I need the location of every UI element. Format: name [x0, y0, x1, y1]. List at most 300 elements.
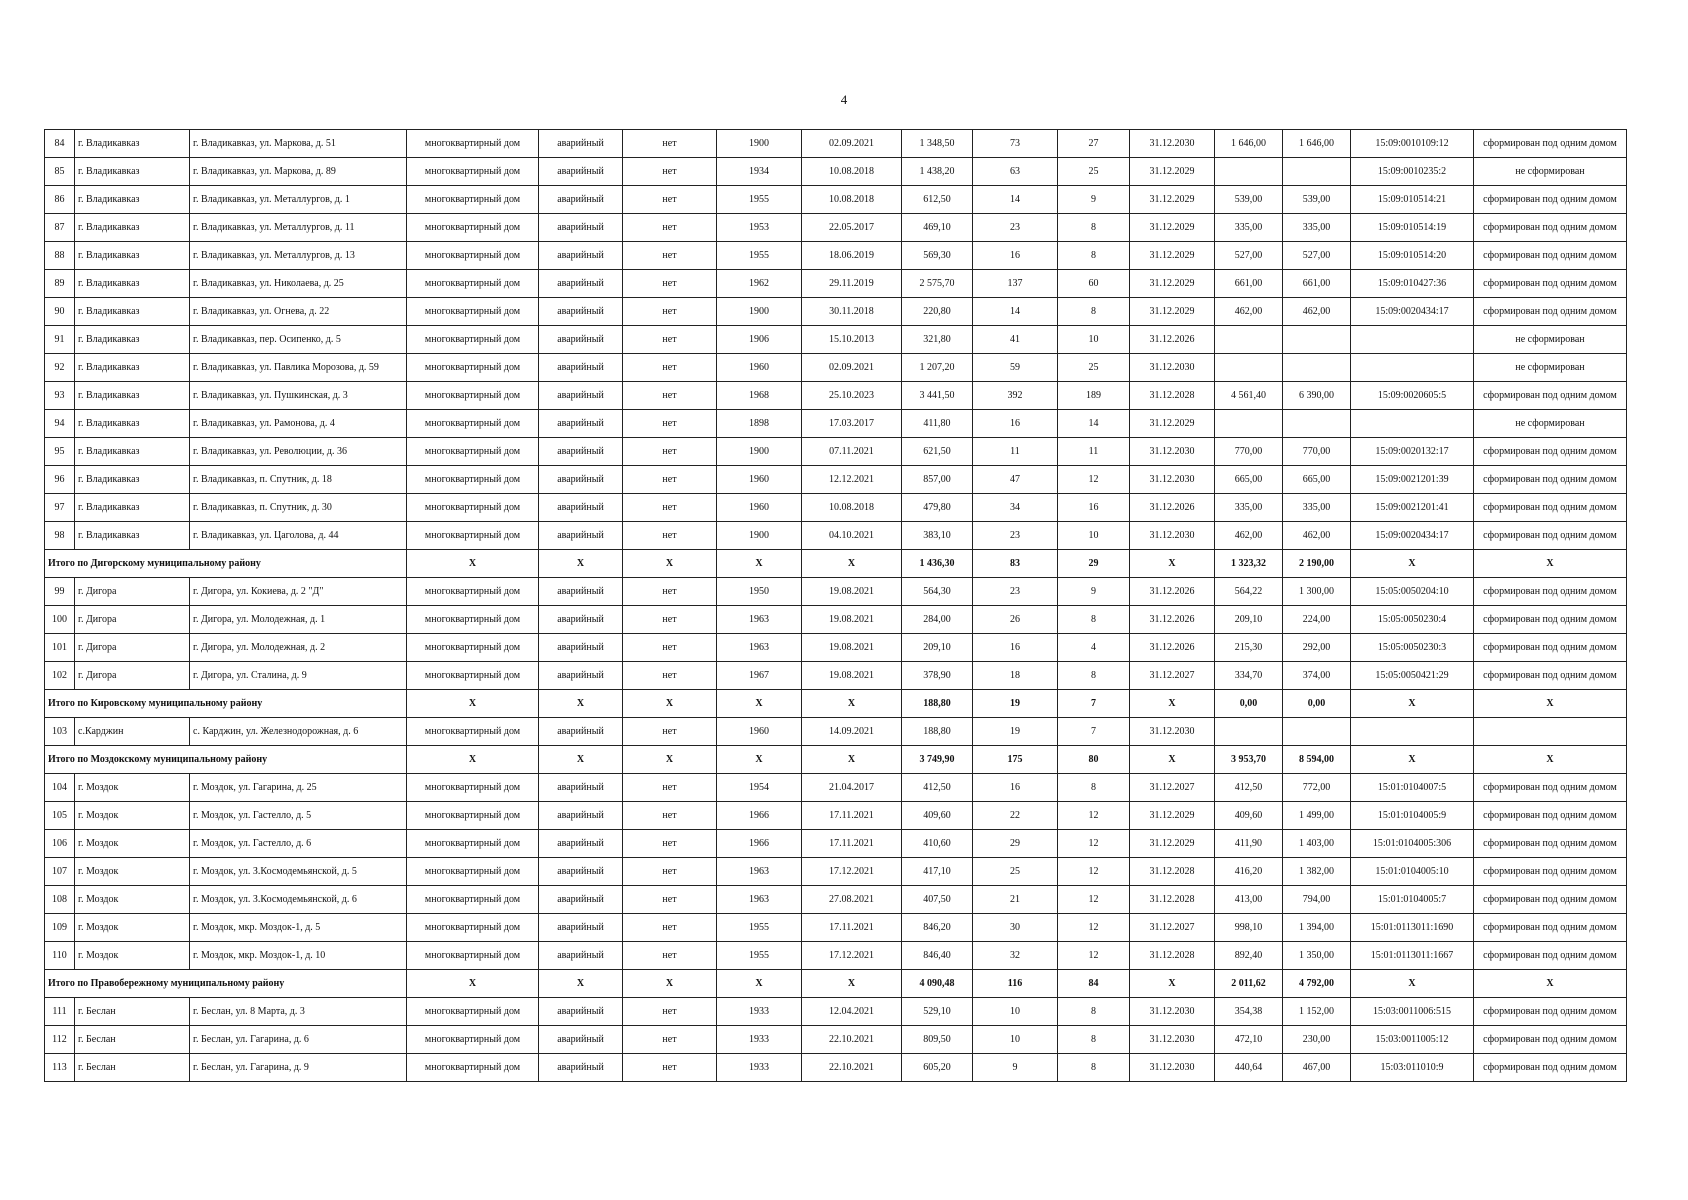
cell-settlement: г. Моздок — [75, 858, 190, 886]
cell-land-area-1: 209,10 — [1215, 606, 1283, 634]
cell-land-area-1: 472,10 — [1215, 1026, 1283, 1054]
cell-land-status: сформирован под одним домом — [1474, 606, 1627, 634]
cell-emergency-date: 04.10.2021 — [802, 522, 902, 550]
cell-cultural-heritage: нет — [623, 130, 717, 158]
cell-row-number: 101 — [45, 634, 75, 662]
cell-emergency-date: 12.04.2021 — [802, 998, 902, 1026]
total-land-area-1: 3 953,70 — [1215, 746, 1283, 774]
cell-land-status: сформирован под одним домом — [1474, 998, 1627, 1026]
cell-emergency-date: 17.11.2021 — [802, 802, 902, 830]
cell-land-area-2: 661,00 — [1283, 270, 1351, 298]
cell-building-type: многоквартирный дом — [407, 242, 539, 270]
total-residents: 83 — [973, 550, 1058, 578]
total-emergency-date: X — [802, 970, 902, 998]
cell-condition: аварийный — [539, 326, 623, 354]
cell-apartments: 8 — [1058, 242, 1130, 270]
cell-emergency-date: 19.08.2021 — [802, 634, 902, 662]
cell-land-area-2 — [1283, 354, 1351, 382]
cell-area: 529,10 — [902, 998, 973, 1026]
cell-cadastral-number: 15:03:011010:9 — [1351, 1054, 1474, 1082]
cell-cadastral-number: 15:01:0104007:5 — [1351, 774, 1474, 802]
cell-address: г. Моздок, мкр. Моздок-1, д. 5 — [190, 914, 407, 942]
cell-emergency-date: 14.09.2021 — [802, 718, 902, 746]
cell-residents: 392 — [973, 382, 1058, 410]
table-row — [45, 606, 1627, 634]
cell-row-number: 113 — [45, 1054, 75, 1082]
cell-building-type: многоквартирный дом — [407, 186, 539, 214]
cell-land-status: сформирован под одним домом — [1474, 942, 1627, 970]
table-row — [45, 662, 1627, 690]
cell-land-area-1 — [1215, 158, 1283, 186]
cell-land-status: не сформирован — [1474, 326, 1627, 354]
total-land-area-1: 2 011,62 — [1215, 970, 1283, 998]
cell-land-area-1: 335,00 — [1215, 214, 1283, 242]
total-apartments: 80 — [1058, 746, 1130, 774]
cell-settlement: г. Моздок — [75, 830, 190, 858]
cell-apartments: 189 — [1058, 382, 1130, 410]
cell-land-area-2 — [1283, 410, 1351, 438]
cell-building-type: многоквартирный дом — [407, 858, 539, 886]
cell-land-area-1: 411,90 — [1215, 830, 1283, 858]
cell-area: 857,00 — [902, 466, 973, 494]
cell-residents: 59 — [973, 354, 1058, 382]
cell-apartments: 12 — [1058, 858, 1130, 886]
cell-apartments: 8 — [1058, 774, 1130, 802]
cell-cultural-heritage: нет — [623, 774, 717, 802]
cell-cadastral-number: 15:03:0011005:12 — [1351, 1026, 1474, 1054]
cell-land-area-1: 334,70 — [1215, 662, 1283, 690]
cell-emergency-date: 21.04.2017 — [802, 774, 902, 802]
cell-settlement: г. Владикавказ — [75, 494, 190, 522]
cell-land-area-1: 1 646,00 — [1215, 130, 1283, 158]
cell-building-type: многоквартирный дом — [407, 410, 539, 438]
cell-row-number: 104 — [45, 774, 75, 802]
total-condition: X — [539, 746, 623, 774]
total-apartments: 7 — [1058, 690, 1130, 718]
cell-cultural-heritage: нет — [623, 186, 717, 214]
cell-residents: 19 — [973, 718, 1058, 746]
table-row — [45, 242, 1627, 270]
cell-cadastral-number: 15:01:0113011:1667 — [1351, 942, 1474, 970]
cell-row-number: 87 — [45, 214, 75, 242]
cell-apartments: 12 — [1058, 466, 1130, 494]
cell-residents: 41 — [973, 326, 1058, 354]
table-row — [45, 186, 1627, 214]
cell-condition: аварийный — [539, 382, 623, 410]
cell-resettlement-deadline: 31.12.2027 — [1130, 662, 1215, 690]
district-total-row — [45, 970, 1627, 998]
cell-land-area-2: 6 390,00 — [1283, 382, 1351, 410]
cell-address: г. Владикавказ, п. Спутник, д. 30 — [190, 494, 407, 522]
cell-cultural-heritage: нет — [623, 718, 717, 746]
cell-cadastral-number: 15:09:0021201:41 — [1351, 494, 1474, 522]
cell-row-number: 111 — [45, 998, 75, 1026]
cell-emergency-date: 02.09.2021 — [802, 130, 902, 158]
total-land-area-1: 1 323,32 — [1215, 550, 1283, 578]
cell-emergency-date: 19.08.2021 — [802, 578, 902, 606]
cell-resettlement-deadline: 31.12.2026 — [1130, 326, 1215, 354]
cell-land-area-2: 1 382,00 — [1283, 858, 1351, 886]
cell-apartments: 25 — [1058, 354, 1130, 382]
total-condition: X — [539, 550, 623, 578]
cell-apartments: 16 — [1058, 494, 1130, 522]
cell-emergency-date: 17.11.2021 — [802, 830, 902, 858]
cell-address: г. Моздок, ул. З.Космодемьянской, д. 6 — [190, 886, 407, 914]
cell-area: 1 438,20 — [902, 158, 973, 186]
table-row — [45, 942, 1627, 970]
district-total-row — [45, 746, 1627, 774]
cell-residents: 16 — [973, 774, 1058, 802]
total-condition: X — [539, 970, 623, 998]
total-building-type: X — [407, 550, 539, 578]
cell-condition: аварийный — [539, 606, 623, 634]
cell-building-type: многоквартирный дом — [407, 606, 539, 634]
cell-row-number: 103 — [45, 718, 75, 746]
cell-address: г. Владикавказ, ул. Революции, д. 36 — [190, 438, 407, 466]
cell-row-number: 93 — [45, 382, 75, 410]
cell-resettlement-deadline: 31.12.2030 — [1130, 718, 1215, 746]
cell-land-area-2 — [1283, 718, 1351, 746]
cell-year-built: 1955 — [717, 914, 802, 942]
cell-land-area-2: 292,00 — [1283, 634, 1351, 662]
table-row — [45, 494, 1627, 522]
cell-row-number: 91 — [45, 326, 75, 354]
cell-condition: аварийный — [539, 830, 623, 858]
cell-resettlement-deadline: 31.12.2030 — [1130, 1026, 1215, 1054]
cell-residents: 29 — [973, 830, 1058, 858]
cell-cadastral-number: 15:01:0104005:306 — [1351, 830, 1474, 858]
cell-apartments: 60 — [1058, 270, 1130, 298]
table-row — [45, 718, 1627, 746]
cell-land-area-1: 416,20 — [1215, 858, 1283, 886]
cell-cultural-heritage: нет — [623, 438, 717, 466]
cell-year-built: 1968 — [717, 382, 802, 410]
cell-settlement: г. Владикавказ — [75, 242, 190, 270]
total-residents: 175 — [973, 746, 1058, 774]
cell-building-type: многоквартирный дом — [407, 578, 539, 606]
table-row — [45, 886, 1627, 914]
cell-resettlement-deadline: 31.12.2028 — [1130, 942, 1215, 970]
table-row — [45, 438, 1627, 466]
cell-condition: аварийный — [539, 214, 623, 242]
cell-cadastral-number: 15:01:0104005:9 — [1351, 802, 1474, 830]
cell-condition: аварийный — [539, 998, 623, 1026]
cell-cultural-heritage: нет — [623, 494, 717, 522]
cell-building-type: многоквартирный дом — [407, 998, 539, 1026]
cell-residents: 63 — [973, 158, 1058, 186]
cell-building-type: многоквартирный дом — [407, 298, 539, 326]
cell-area: 469,10 — [902, 214, 973, 242]
total-year-built: X — [717, 690, 802, 718]
cell-land-area-1: 412,50 — [1215, 774, 1283, 802]
total-emergency-date: X — [802, 550, 902, 578]
cell-cadastral-number: 15:09:010514:21 — [1351, 186, 1474, 214]
cell-year-built: 1960 — [717, 466, 802, 494]
cell-condition: аварийный — [539, 438, 623, 466]
cell-condition: аварийный — [539, 942, 623, 970]
cell-land-status: сформирован под одним домом — [1474, 914, 1627, 942]
cell-land-area-1: 409,60 — [1215, 802, 1283, 830]
cell-settlement: г. Владикавказ — [75, 186, 190, 214]
cell-condition: аварийный — [539, 578, 623, 606]
cell-cultural-heritage: нет — [623, 634, 717, 662]
cell-address: г. Владикавказ, ул. Цаголова, д. 44 — [190, 522, 407, 550]
cell-settlement: г. Моздок — [75, 886, 190, 914]
cell-year-built: 1900 — [717, 522, 802, 550]
cell-apartments: 8 — [1058, 662, 1130, 690]
cell-land-status: сформирован под одним домом — [1474, 494, 1627, 522]
cell-building-type: многоквартирный дом — [407, 382, 539, 410]
cell-cadastral-number — [1351, 718, 1474, 746]
cell-residents: 16 — [973, 242, 1058, 270]
district-total-label: Итого по Кировскому муниципальному району — [45, 690, 407, 718]
cell-row-number: 105 — [45, 802, 75, 830]
cell-address: г. Владикавказ, ул. Рамонова, д. 4 — [190, 410, 407, 438]
cell-row-number: 99 — [45, 578, 75, 606]
cell-year-built: 1953 — [717, 214, 802, 242]
cell-settlement: г. Моздок — [75, 942, 190, 970]
cell-cultural-heritage: нет — [623, 382, 717, 410]
cell-row-number: 95 — [45, 438, 75, 466]
cell-address: с. Карджин, ул. Железнодорожная, д. 6 — [190, 718, 407, 746]
cell-land-area-2: 335,00 — [1283, 214, 1351, 242]
total-cultural-heritage: X — [623, 970, 717, 998]
cell-settlement: г. Владикавказ — [75, 270, 190, 298]
cell-resettlement-deadline: 31.12.2030 — [1130, 438, 1215, 466]
cell-row-number: 89 — [45, 270, 75, 298]
cell-year-built: 1955 — [717, 242, 802, 270]
cell-building-type: многоквартирный дом — [407, 494, 539, 522]
cell-residents: 9 — [973, 1054, 1058, 1082]
total-year-built: X — [717, 550, 802, 578]
cell-settlement: г. Моздок — [75, 774, 190, 802]
cell-row-number: 85 — [45, 158, 75, 186]
cell-row-number: 110 — [45, 942, 75, 970]
cell-condition: аварийный — [539, 494, 623, 522]
cell-land-status: сформирован под одним домом — [1474, 438, 1627, 466]
cell-year-built: 1963 — [717, 858, 802, 886]
total-land-area-2: 8 594,00 — [1283, 746, 1351, 774]
cell-cultural-heritage: нет — [623, 998, 717, 1026]
district-total-label: Итого по Дигорскому муниципальному району — [45, 550, 407, 578]
cell-resettlement-deadline: 31.12.2028 — [1130, 382, 1215, 410]
cell-year-built: 1966 — [717, 802, 802, 830]
cell-area: 846,40 — [902, 942, 973, 970]
cell-land-area-2: 1 403,00 — [1283, 830, 1351, 858]
cell-resettlement-deadline: 31.12.2029 — [1130, 242, 1215, 270]
total-cultural-heritage: X — [623, 550, 717, 578]
table-row — [45, 214, 1627, 242]
cell-cultural-heritage: нет — [623, 886, 717, 914]
cell-apartments: 11 — [1058, 438, 1130, 466]
cell-emergency-date: 30.11.2018 — [802, 298, 902, 326]
cell-condition: аварийный — [539, 858, 623, 886]
cell-year-built: 1955 — [717, 186, 802, 214]
total-emergency-date: X — [802, 746, 902, 774]
cell-apartments: 8 — [1058, 1026, 1130, 1054]
cell-cultural-heritage: нет — [623, 578, 717, 606]
cell-resettlement-deadline: 31.12.2029 — [1130, 298, 1215, 326]
cell-land-area-2: 462,00 — [1283, 298, 1351, 326]
cell-settlement: с.Карджин — [75, 718, 190, 746]
cell-apartments: 8 — [1058, 606, 1130, 634]
cell-emergency-date: 12.12.2021 — [802, 466, 902, 494]
cell-cadastral-number: 15:01:0104005:7 — [1351, 886, 1474, 914]
cell-settlement: г. Владикавказ — [75, 298, 190, 326]
cell-address: г. Владикавказ, ул. Металлургов, д. 1 — [190, 186, 407, 214]
cell-cultural-heritage: нет — [623, 942, 717, 970]
cell-land-area-2: 794,00 — [1283, 886, 1351, 914]
cell-year-built: 1933 — [717, 1054, 802, 1082]
table-row — [45, 130, 1627, 158]
cell-building-type: многоквартирный дом — [407, 802, 539, 830]
cell-condition: аварийный — [539, 634, 623, 662]
district-total-label: Итого по Моздокскому муниципальному району — [45, 746, 407, 774]
cell-emergency-date: 19.08.2021 — [802, 606, 902, 634]
page-number: 4 — [840, 92, 848, 107]
table-row — [45, 802, 1627, 830]
cell-emergency-date: 02.09.2021 — [802, 354, 902, 382]
cell-row-number: 106 — [45, 830, 75, 858]
cell-building-type: многоквартирный дом — [407, 438, 539, 466]
cell-land-area-1: 4 561,40 — [1215, 382, 1283, 410]
cell-emergency-date: 18.06.2019 — [802, 242, 902, 270]
cell-address: г. Владикавказ, ул. Николаева, д. 25 — [190, 270, 407, 298]
cell-year-built: 1900 — [717, 438, 802, 466]
cell-resettlement-deadline: 31.12.2029 — [1130, 186, 1215, 214]
cell-area: 409,60 — [902, 802, 973, 830]
cell-apartments: 9 — [1058, 186, 1130, 214]
cell-address: г. Владикавказ, ул. Маркова, д. 89 — [190, 158, 407, 186]
cell-settlement: г. Владикавказ — [75, 522, 190, 550]
cell-building-type: многоквартирный дом — [407, 214, 539, 242]
cell-land-area-1: 770,00 — [1215, 438, 1283, 466]
cell-address: г. Владикавказ, ул. Павлика Морозова, д. 59 — [190, 354, 407, 382]
cell-land-area-1: 413,00 — [1215, 886, 1283, 914]
cell-row-number: 98 — [45, 522, 75, 550]
cell-building-type: многоквартирный дом — [407, 522, 539, 550]
cell-address: г. Моздок, ул. Гастелло, д. 6 — [190, 830, 407, 858]
cell-resettlement-deadline: 31.12.2029 — [1130, 410, 1215, 438]
total-land-status: X — [1474, 746, 1627, 774]
cell-resettlement-deadline: 31.12.2029 — [1130, 214, 1215, 242]
cell-building-type: многоквартирный дом — [407, 942, 539, 970]
cell-cadastral-number: 15:01:0104005:10 — [1351, 858, 1474, 886]
total-land-status: X — [1474, 690, 1627, 718]
cell-settlement: г. Дигора — [75, 634, 190, 662]
cell-land-area-1: 564,22 — [1215, 578, 1283, 606]
cell-settlement: г. Беслан — [75, 998, 190, 1026]
cell-land-area-1 — [1215, 354, 1283, 382]
cell-land-area-2: 770,00 — [1283, 438, 1351, 466]
cell-condition: аварийный — [539, 298, 623, 326]
cell-settlement: г. Владикавказ — [75, 438, 190, 466]
cell-land-area-1: 665,00 — [1215, 466, 1283, 494]
cell-settlement: г. Беслан — [75, 1026, 190, 1054]
cell-resettlement-deadline: 31.12.2029 — [1130, 158, 1215, 186]
cell-residents: 23 — [973, 214, 1058, 242]
cell-area: 378,90 — [902, 662, 973, 690]
cell-area: 612,50 — [902, 186, 973, 214]
cell-cultural-heritage: нет — [623, 214, 717, 242]
cell-land-status: не сформирован — [1474, 354, 1627, 382]
cell-area: 605,20 — [902, 1054, 973, 1082]
cell-residents: 137 — [973, 270, 1058, 298]
cell-apartments: 12 — [1058, 942, 1130, 970]
cell-land-area-1: 335,00 — [1215, 494, 1283, 522]
cell-emergency-date: 15.10.2013 — [802, 326, 902, 354]
cell-year-built: 1963 — [717, 606, 802, 634]
total-condition: X — [539, 690, 623, 718]
cell-residents: 16 — [973, 634, 1058, 662]
cell-resettlement-deadline: 31.12.2029 — [1130, 830, 1215, 858]
cell-land-area-1: 527,00 — [1215, 242, 1283, 270]
cell-settlement: г. Дигора — [75, 662, 190, 690]
cell-apartments: 12 — [1058, 886, 1130, 914]
cell-cadastral-number — [1351, 326, 1474, 354]
cell-land-status: сформирован под одним домом — [1474, 830, 1627, 858]
cell-cultural-heritage: нет — [623, 830, 717, 858]
cell-emergency-date: 17.11.2021 — [802, 914, 902, 942]
cell-row-number: 88 — [45, 242, 75, 270]
cell-condition: аварийный — [539, 774, 623, 802]
cell-cadastral-number: 15:09:0020434:17 — [1351, 522, 1474, 550]
cell-resettlement-deadline: 31.12.2030 — [1130, 130, 1215, 158]
cell-land-area-2 — [1283, 326, 1351, 354]
cell-settlement: г. Владикавказ — [75, 130, 190, 158]
cell-residents: 14 — [973, 298, 1058, 326]
cell-address: г. Моздок, ул. З.Космодемьянской, д. 5 — [190, 858, 407, 886]
cell-apartments: 8 — [1058, 298, 1130, 326]
cell-building-type: многоквартирный дом — [407, 634, 539, 662]
cell-resettlement-deadline: 31.12.2026 — [1130, 606, 1215, 634]
cell-cadastral-number: 15:05:0050230:4 — [1351, 606, 1474, 634]
cell-land-status: сформирован под одним домом — [1474, 298, 1627, 326]
cell-cadastral-number: 15:05:0050421:29 — [1351, 662, 1474, 690]
cell-year-built: 1960 — [717, 354, 802, 382]
cell-cultural-heritage: нет — [623, 662, 717, 690]
cell-year-built: 1900 — [717, 298, 802, 326]
total-resettlement-deadline: X — [1130, 746, 1215, 774]
cell-emergency-date: 22.05.2017 — [802, 214, 902, 242]
cell-condition: аварийный — [539, 410, 623, 438]
cell-land-area-1: 539,00 — [1215, 186, 1283, 214]
total-cadastral-number: X — [1351, 746, 1474, 774]
district-total-row — [45, 550, 1627, 578]
cell-land-area-1: 462,00 — [1215, 522, 1283, 550]
cell-address: г. Моздок, мкр. Моздок-1, д. 10 — [190, 942, 407, 970]
cell-emergency-date: 22.10.2021 — [802, 1026, 902, 1054]
cell-emergency-date: 19.08.2021 — [802, 662, 902, 690]
cell-building-type: многоквартирный дом — [407, 1054, 539, 1082]
cell-area: 383,10 — [902, 522, 973, 550]
total-apartments: 29 — [1058, 550, 1130, 578]
cell-emergency-date: 29.11.2019 — [802, 270, 902, 298]
cell-address: г. Владикавказ, ул. Маркова, д. 51 — [190, 130, 407, 158]
cell-cultural-heritage: нет — [623, 326, 717, 354]
cell-resettlement-deadline: 31.12.2026 — [1130, 494, 1215, 522]
cell-resettlement-deadline: 31.12.2030 — [1130, 466, 1215, 494]
cell-resettlement-deadline: 31.12.2029 — [1130, 270, 1215, 298]
cell-land-area-2: 224,00 — [1283, 606, 1351, 634]
cell-settlement: г. Владикавказ — [75, 382, 190, 410]
cell-apartments: 12 — [1058, 830, 1130, 858]
total-land-status: X — [1474, 550, 1627, 578]
cell-land-area-2: 665,00 — [1283, 466, 1351, 494]
cell-cultural-heritage: нет — [623, 270, 717, 298]
cell-address: г. Беслан, ул. Гагарина, д. 6 — [190, 1026, 407, 1054]
cell-condition: аварийный — [539, 354, 623, 382]
